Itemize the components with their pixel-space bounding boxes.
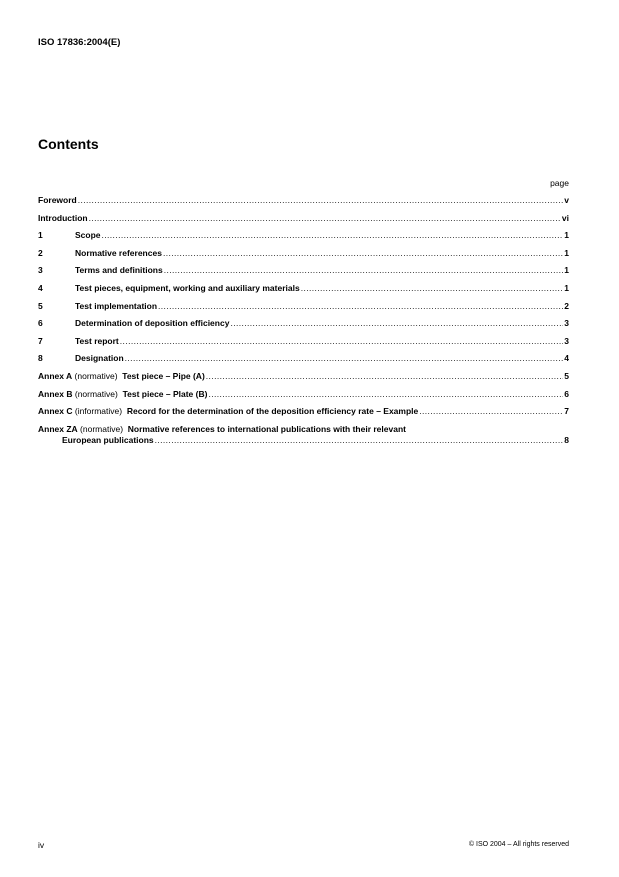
toc-entry-number: 8 <box>38 353 43 364</box>
dot-leader <box>208 389 563 399</box>
toc-entry-number: 6 <box>38 318 43 329</box>
toc-entry-page: 3 <box>564 318 569 329</box>
annex-kind: (informative) <box>74 406 123 417</box>
annex-label: Annex ZA <box>38 423 78 434</box>
dot-leader <box>206 371 563 381</box>
footer-page-number: iv <box>38 840 45 850</box>
toc-entry-page: 7 <box>564 406 569 417</box>
annex-title: Test piece – Plate (B) <box>122 388 208 399</box>
toc-entry-number: 4 <box>38 282 43 293</box>
annex-heading <box>38 371 205 381</box>
toc-entry-scope[interactable] <box>38 230 569 248</box>
toc-entry-number: 3 <box>38 265 43 276</box>
toc-annex-c[interactable] <box>38 406 569 424</box>
dot-leader <box>301 283 564 293</box>
toc-entry-page: 1 <box>564 282 569 293</box>
toc-entry-page: v <box>564 195 569 205</box>
annex-title-continuation-row <box>38 435 569 445</box>
toc-entry-page: 6 <box>564 388 569 399</box>
annex-heading <box>38 389 207 399</box>
toc-annex-a[interactable] <box>38 371 569 389</box>
toc-entry-test-implementation[interactable] <box>38 301 569 319</box>
toc-entry-title: Introduction <box>38 212 88 223</box>
dot-leader <box>155 435 564 445</box>
toc-entry-title: Foreword <box>38 195 77 205</box>
annex-title: Test piece – Pipe (A) <box>122 370 205 381</box>
annex-heading <box>38 406 418 416</box>
toc-entry-page: 2 <box>564 300 569 311</box>
dot-leader <box>230 318 563 328</box>
table-of-contents <box>38 195 569 445</box>
toc-entry-number: 2 <box>38 247 43 258</box>
annex-heading <box>38 424 569 435</box>
toc-entry-page: 8 <box>564 434 569 445</box>
annex-label: Annex A <box>38 370 73 381</box>
toc-entry-test-report[interactable] <box>38 336 569 354</box>
annex-kind: (normative) <box>80 423 124 434</box>
toc-entry-page: 5 <box>564 370 569 381</box>
dot-leader <box>163 248 563 258</box>
contents-heading: Contents <box>38 136 99 152</box>
toc-entry-title: Test implementation <box>75 300 158 311</box>
annex-kind: (normative) <box>74 388 118 399</box>
toc-annex-za[interactable] <box>38 424 569 445</box>
toc-entry-page: 1 <box>564 265 569 276</box>
dot-leader <box>164 265 564 275</box>
annex-label: Annex C <box>38 406 73 417</box>
page-column-label: page <box>550 178 569 188</box>
toc-entry-title: Test report <box>75 335 119 346</box>
dot-leader <box>419 406 563 416</box>
annex-title: Record for the determination of the deposition efficiency rate – Example <box>126 406 419 417</box>
document-id: ISO 17836:2004(E) <box>38 37 121 48</box>
toc-entry-title: Designation <box>75 353 124 364</box>
toc-entry-number: 7 <box>38 335 43 346</box>
toc-entry-title: Normative references <box>75 247 162 258</box>
toc-entry-designation[interactable] <box>38 353 569 371</box>
annex-title: Normative references to international publications with their relevant <box>127 423 406 434</box>
toc-entry-normative-references[interactable] <box>38 248 569 266</box>
dot-leader <box>78 195 564 205</box>
annex-kind: (normative) <box>74 370 118 381</box>
toc-entry-page: 1 <box>564 230 569 241</box>
dot-leader <box>120 336 563 346</box>
toc-entry-title: Terms and definitions <box>75 265 163 276</box>
toc-entry-title: Test pieces, equipment, working and auxiliary materials <box>75 282 300 293</box>
toc-entry-number: 5 <box>38 300 43 311</box>
toc-entry-foreword[interactable] <box>38 195 569 213</box>
annex-title-continuation: European publications <box>62 434 154 445</box>
toc-entry-page: 3 <box>564 335 569 346</box>
dot-leader <box>102 230 564 240</box>
toc-annex-b[interactable] <box>38 389 569 407</box>
toc-entry-introduction[interactable] <box>38 213 569 231</box>
toc-entry-title: Scope <box>75 230 101 241</box>
toc-entry-title: Determination of deposition efficiency <box>75 318 230 329</box>
annex-label: Annex B <box>38 388 73 399</box>
toc-entry-page: 4 <box>564 353 569 364</box>
dot-leader <box>158 301 563 311</box>
toc-entry-test-pieces[interactable] <box>38 283 569 301</box>
toc-entry-deposition-efficiency[interactable] <box>38 318 569 336</box>
toc-entry-terms-and-definitions[interactable] <box>38 265 569 283</box>
toc-entry-page: vi <box>561 212 569 223</box>
dot-leader <box>125 353 564 363</box>
toc-entry-number: 1 <box>38 230 43 241</box>
dot-leader <box>89 213 561 223</box>
toc-entry-page: 1 <box>564 247 569 258</box>
footer-copyright: © ISO 2004 – All rights reserved <box>468 841 569 848</box>
